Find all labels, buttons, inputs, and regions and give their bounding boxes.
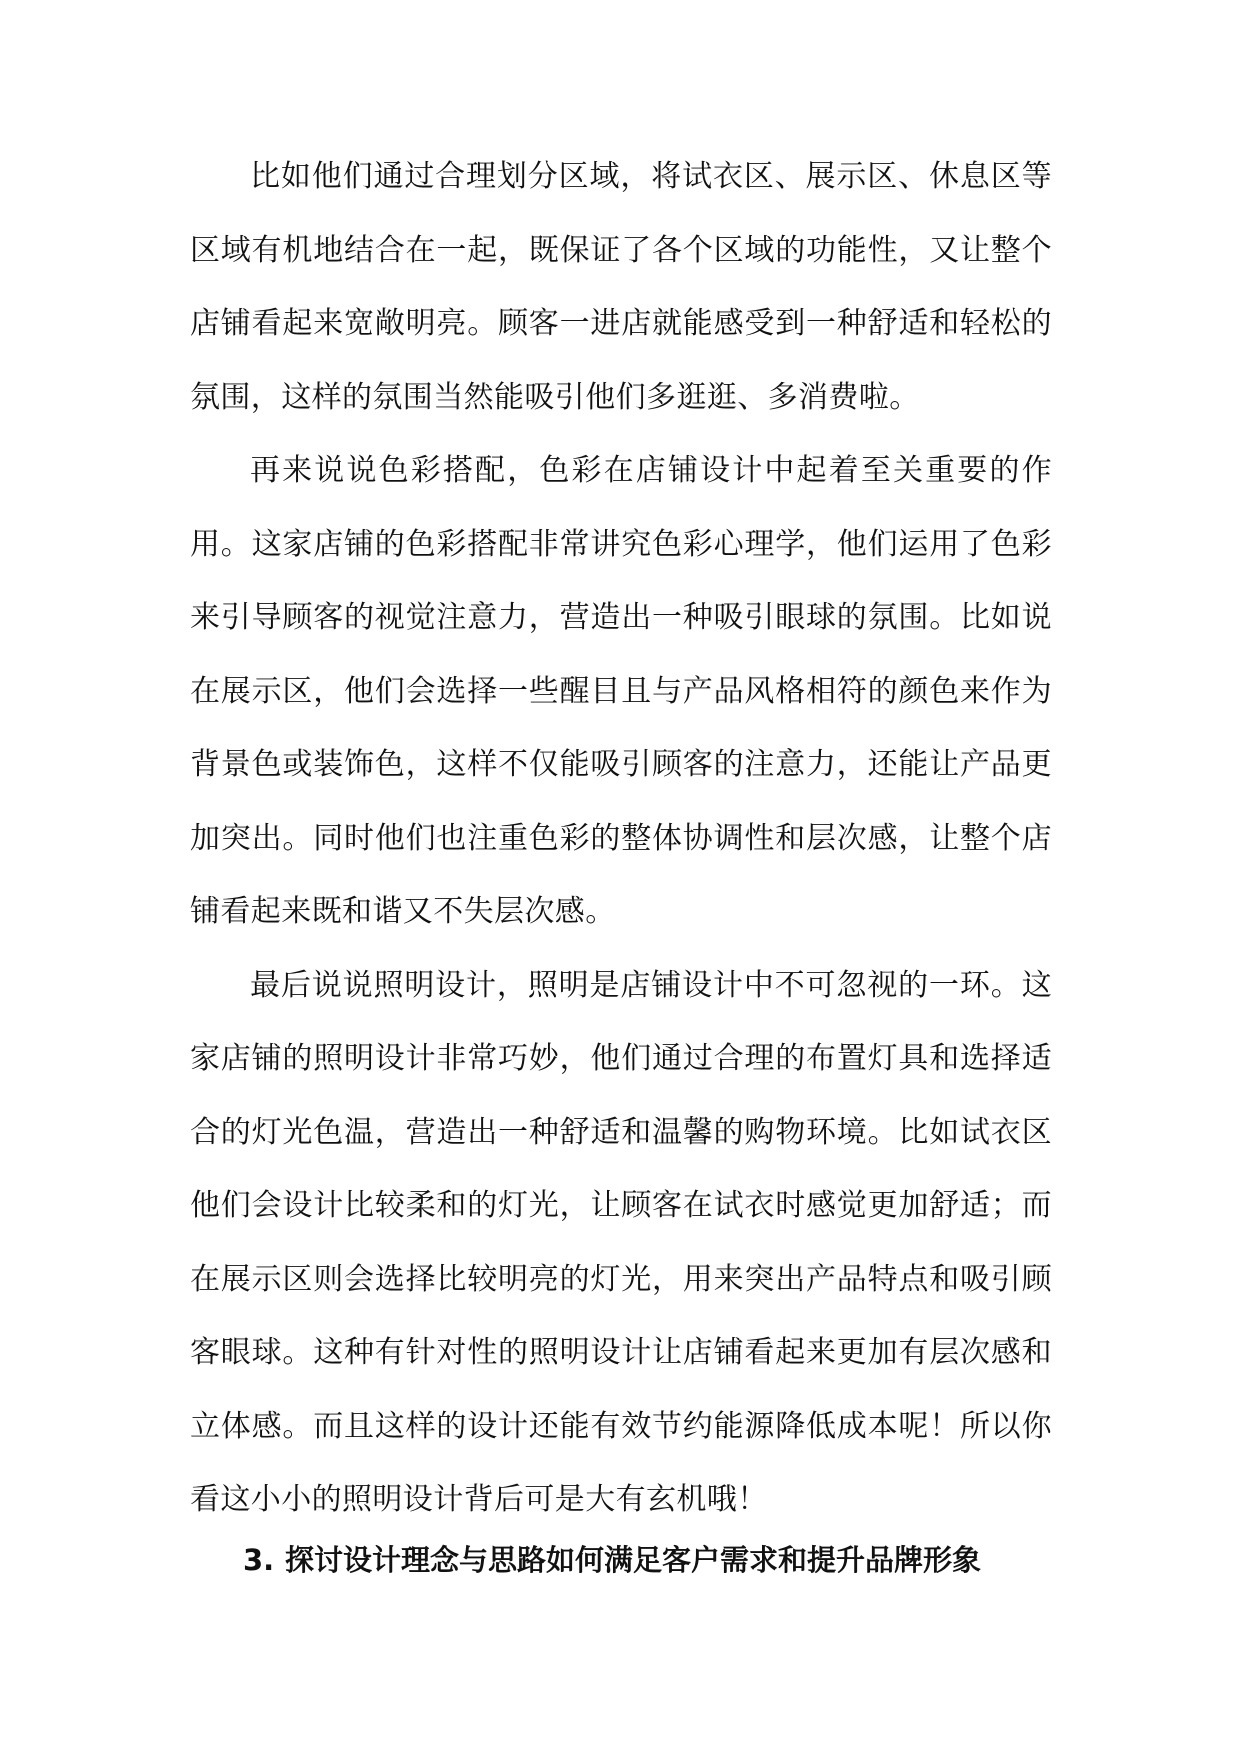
section-title: 探讨设计理念与思路如何满足客户需求和提升品牌形象 (285, 1543, 982, 1577)
section-heading (243, 1540, 981, 1580)
body-text (190, 140, 1052, 1537)
paragraph-lighting: 最后说说照明设计，照明是店铺设计中不可忽视的一环。这家店铺的照明设计非常巧妙，他们通过合理的布置灯具和选择适合的灯光色温，营造出一种舒适和温馨的购物环境。比如试衣区他们会设计比较柔和的灯光，让顾客在试衣时感觉更加舒适；而在展示区则会选择比较明亮的灯光，用来突出产品特点和吸引顾客眼球。这种有针对性的照明设计让店铺看起来更加有层次感和立体感。而且这样的设计还能有效节约能源降低成本呢！所以你看这小小的照明设计背后可是大有玄机哦！ (190, 967, 1052, 1517)
paragraph-color: 再来说说色彩搭配，色彩在店铺设计中起着至关重要的作用。这家店铺的色彩搭配非常讲究色彩心理学，他们运用了色彩来引导顾客的视觉注意力，营造出一种吸引眼球的氛围。比如说在展示区，他们会选择一些醒目且与产品风格相符的颜色来作为背景色或装饰色，这样不仅能吸引顾客的注意力，还能让产品更加突出。同时他们也注重色彩的整体协调性和层次感，让整个店铺看起来既和谐又不失层次感。 (190, 453, 1052, 929)
paragraph-layout: 比如他们通过合理划分区域，将试衣区、展示区、休息区等区域有机地结合在一起，既保证了各个区域的功能性，又让整个店铺看起来宽敞明亮。顾客一进店就能感受到一种舒适和轻松的氛围，这样的氛围当然能吸引他们多逛逛、多消费啦。 (190, 159, 1052, 415)
section-number: 3. (243, 1543, 275, 1577)
